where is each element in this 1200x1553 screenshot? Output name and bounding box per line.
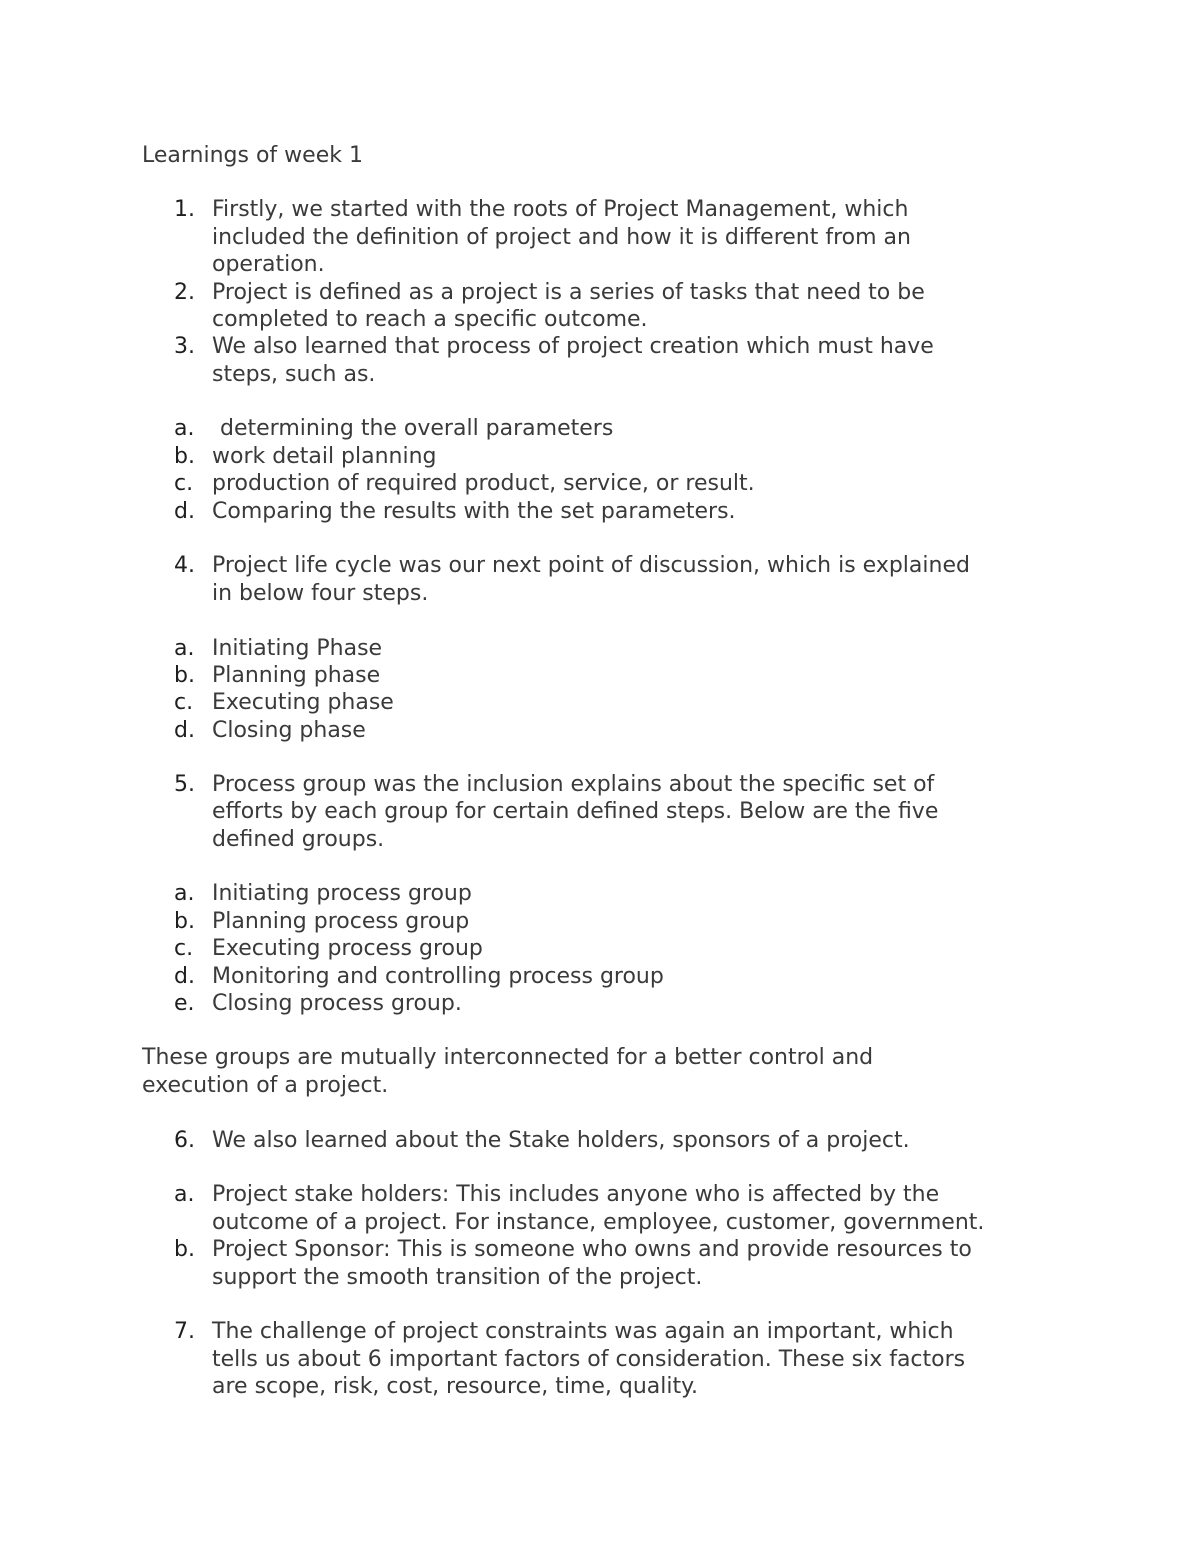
list-item-text: operation. — [212, 252, 325, 277]
sublist-marker: a. — [174, 881, 195, 906]
list-item-text: included the definition of project and how it is different from an — [212, 225, 911, 250]
sublist-marker: c. — [174, 471, 194, 496]
sublist-text: Planning process group — [212, 909, 470, 934]
sublist-text: work detail planning — [212, 444, 437, 469]
list-item-text: We also learned about the Stake holders, sponsors of a project. — [212, 1128, 910, 1153]
sublist-text: Project stake holders: This includes anyone who is affected by the — [212, 1182, 940, 1207]
sublist-marker: d. — [174, 964, 195, 989]
body-paragraph-line: These groups are mutually interconnected for a better control and — [142, 1045, 874, 1070]
list-item-text: in below four steps. — [212, 581, 429, 606]
list-marker: 1. — [174, 197, 195, 222]
sublist-marker: d. — [174, 499, 195, 524]
list-item-text: tells us about 6 important factors of consideration. These six factors — [212, 1347, 966, 1372]
list-item-text: Project is defined as a project is a series of tasks that need to be — [212, 280, 925, 305]
list-item-text: completed to reach a specific outcome. — [212, 307, 648, 332]
list-item-text: are scope, risk, cost, resource, time, quality. — [212, 1374, 698, 1399]
sublist-text: Monitoring and controlling process group — [212, 964, 664, 989]
sublist-marker: e. — [174, 991, 195, 1016]
sublist-text: Executing phase — [212, 690, 394, 715]
list-item-text: Firstly, we started with the roots of Project Management, which — [212, 197, 909, 222]
list-marker: 6. — [174, 1128, 195, 1153]
sublist-text: Closing process group. — [212, 991, 462, 1016]
sublist-text: Initiating process group — [212, 881, 472, 906]
list-item-text: Process group was the inclusion explains about the specific set of — [212, 772, 935, 797]
list-item-text: defined groups. — [212, 827, 385, 852]
sublist-text: Initiating Phase — [212, 636, 383, 661]
list-item-text: efforts by each group for certain defined steps. Below are the five — [212, 799, 939, 824]
list-marker: 4. — [174, 553, 195, 578]
sublist-text: determining the overall parameters — [220, 416, 614, 441]
list-item-text: The challenge of project constraints was again an important, which — [212, 1319, 954, 1344]
sublist-text: Project Sponsor: This is someone who owns and provide resources to — [212, 1237, 972, 1262]
sublist-marker: b. — [174, 909, 195, 934]
sublist-text: support the smooth transition of the project. — [212, 1265, 703, 1290]
list-marker: 2. — [174, 280, 195, 305]
sublist-text: Executing process group — [212, 936, 483, 961]
sublist-text: production of required product, service, or result. — [212, 471, 755, 496]
list-marker: 7. — [174, 1319, 195, 1344]
sublist-text: Planning phase — [212, 663, 381, 688]
sublist-marker: b. — [174, 1237, 195, 1262]
sublist-marker: c. — [174, 936, 194, 961]
list-item-text: steps, such as. — [212, 362, 376, 387]
sublist-marker: c. — [174, 690, 194, 715]
sublist-marker: b. — [174, 444, 195, 469]
sublist-marker: a. — [174, 416, 195, 441]
sublist-marker: a. — [174, 1182, 195, 1207]
list-item-text: We also learned that process of project creation which must have — [212, 334, 934, 359]
list-marker: 5. — [174, 772, 195, 797]
body-paragraph-line: execution of a project. — [142, 1073, 389, 1098]
sublist-marker: a. — [174, 636, 195, 661]
sublist-marker: d. — [174, 718, 195, 743]
sublist-text: Closing phase — [212, 718, 366, 743]
sublist-marker: b. — [174, 663, 195, 688]
list-marker: 3. — [174, 334, 195, 359]
list-item-text: Project life cycle was our next point of discussion, which is explained — [212, 553, 970, 578]
sublist-text: Comparing the results with the set parameters. — [212, 499, 736, 524]
sublist-text: outcome of a project. For instance, employee, customer, government. — [212, 1210, 985, 1235]
document-title: Learnings of week 1 — [142, 143, 363, 168]
